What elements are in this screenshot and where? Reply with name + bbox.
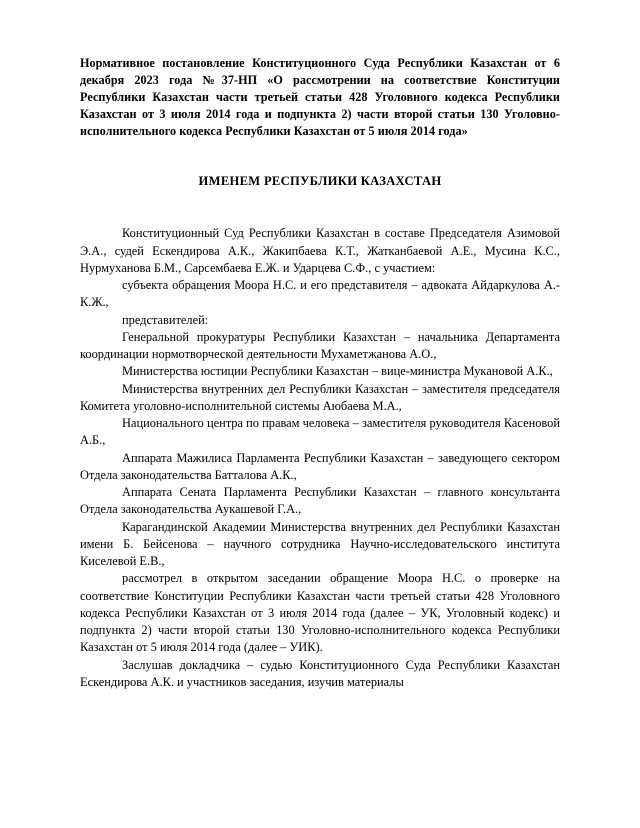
paragraph-composition: Конституционный Суд Республики Казахстан в составе Председателя Азимовой Э.А., судей Ескендирова А.К., Жакипбаева К.Т., Жатканбаевой А.Е., Мусина К.С., Нурмуханова Б.М., Сарсембаева Е.Ж. и Ударцева С.Ф., с участием: (80, 226, 560, 275)
paragraph-representatives-label: представителей: (122, 312, 209, 327)
paragraph-national-human-rights-center: Национального центра по правам человека – заместителя руководителя Касеновой А.Б., (80, 416, 560, 448)
court-heading: ИМЕНЕМ РЕСПУБЛИКИ КАЗАХСТАН (198, 174, 442, 189)
paragraph-ministry-of-internal-affairs: Министерства внутренних дел Республики Казахстан – заместителя председателя Комитета уголовно-исполнительной системы Аюбаева М.А., (80, 381, 560, 413)
paragraph-prosecutor-general: Генеральной прокуратуры Республики Казахстан – начальника Департамента координации нормотворческой деятельности Мухаметжанова А.О., (80, 329, 560, 362)
document-body (80, 189, 560, 691)
document-title: Нормативное постановление Конституционного Суда Республики Казахстан от 6 декабря 2023 года №37-НП «О рассмотрении на соответствие Конституции Республики Казахстан части третьей статьи 428 Уголовного кодекса Республики Казахстан от 3 июля 2014 года и подпункта 2) части второй статьи 130 Уголовно-исполнительного кодекса Республики Казахстан от 5 июля 2014 года» (80, 56, 560, 139)
paragraph-senate-apparatus: Аппарата Сената Парламента Республики Казахстан – главного консультанта Отдела законодательства Аукашевой Г.А., (80, 485, 560, 517)
paragraph-considered-appeal: рассмотрел в открытом заседании обращение Моора Н.С. о проверке на соответствие Конституции Республики Казахстан части третьей статьи 428 Уголовного кодекса Республики Казахстан от 3 июля 2014 года (далее – УК, Уголовный кодекс) и подпункта 2) части второй статьи 130 Уголовно-исполнительного кодекса Республики Казахстан от 5 июля 2014 года (далее – УИК). (80, 571, 560, 655)
paragraph-having-heard-rapporteur: Заслушав докладчика – судью Конституционного Суда Республики Казахстан Ескендирова А.К. и участников заседания, изучив материалы (80, 657, 560, 689)
paragraph-ministry-of-justice: Министерства юстиции Республики Казахстан – вице-министра Мукановой А.К., (122, 364, 553, 379)
paragraph-subject-of-appeal: субъекта обращения Моора Н.С. и его представителя – адвоката Айдаркулова А.-К.Ж., (80, 278, 560, 310)
paragraph-mazhilis-apparatus: Аппарата Мажилиса Парламента Республики Казахстан – заведующего сектором Отдела законодательства Батталова А.К., (80, 450, 560, 482)
paragraph-karaganda-academy: Карагандинской Академии Министерства внутренних дел Республики Казахстан имени Б. Бейсенова – научного сотрудника Научно-исследовательского института Киселевой Е.В., (80, 519, 560, 569)
